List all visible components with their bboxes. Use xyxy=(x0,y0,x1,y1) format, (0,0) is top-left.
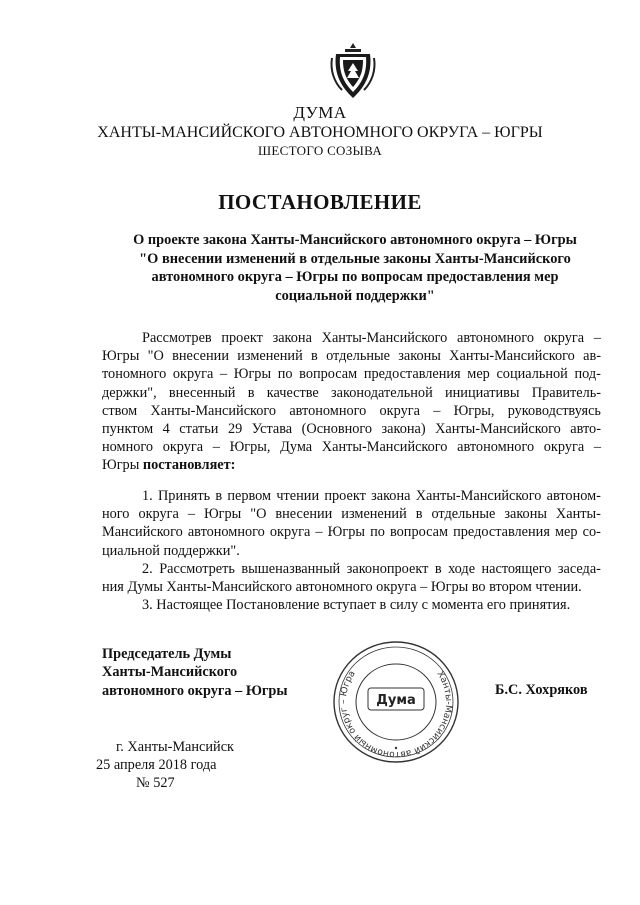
text-line xyxy=(102,438,601,456)
word: Дума xyxy=(280,439,313,456)
text-line xyxy=(102,384,601,402)
word: – xyxy=(433,402,441,419)
word: инициативы xyxy=(445,384,520,401)
text-line xyxy=(102,523,601,541)
word: руководствуясь xyxy=(507,402,601,419)
word: округа xyxy=(379,402,420,419)
word: в xyxy=(247,384,255,401)
text-line xyxy=(102,365,601,383)
text-fragment: ния Думы Ханты-Мансийского автономного округа – Югры во втором чтении. xyxy=(102,579,582,596)
text-line xyxy=(102,596,601,614)
text-line xyxy=(102,420,601,438)
word: Ханты-Мансийского xyxy=(150,402,277,419)
document-subject xyxy=(100,231,610,305)
seal-center-text: Дума xyxy=(376,693,416,708)
text-line xyxy=(102,542,601,560)
org-name: ДУМА xyxy=(293,103,347,122)
word: автономного xyxy=(457,330,534,346)
region-name: ХАНТЫ-МАНСИЙСКОГО АВТОНОМНОГО ОКРУГА – ЮГРЫ xyxy=(97,124,543,141)
word: 29 xyxy=(227,421,243,438)
word: Ханты-Мансийского xyxy=(435,421,561,438)
word: отдельные xyxy=(431,506,496,523)
word: Устава xyxy=(251,421,293,438)
word: ного xyxy=(102,506,130,523)
date: 25 апреля 2018 года xyxy=(96,757,217,773)
word: "О xyxy=(147,348,164,365)
word: округа xyxy=(543,439,585,456)
subject-line: "О внесении изменений в отдельные законы Ханты-Мансийского xyxy=(139,250,571,267)
word: округа xyxy=(269,524,311,541)
official-seal-stamp xyxy=(332,640,460,764)
signatory-title-line: Председатель Думы xyxy=(102,646,232,662)
word: внесении xyxy=(172,348,229,365)
word: чтении xyxy=(276,488,320,504)
word: округа xyxy=(138,506,179,523)
word: 2. xyxy=(142,561,153,577)
city: г. Ханты-Мансийск xyxy=(116,739,234,755)
word: настоящего xyxy=(481,561,552,577)
word: (Основного xyxy=(301,421,373,438)
text-line xyxy=(102,560,601,578)
word: округа xyxy=(543,330,585,346)
word: закона xyxy=(371,488,411,504)
word: под- xyxy=(574,366,601,383)
word: Югры xyxy=(233,366,272,383)
word: проект xyxy=(221,330,263,346)
word: номного xyxy=(102,439,154,456)
text-fragment: Югры xyxy=(102,457,140,474)
subject-line: социальной поддержки" xyxy=(275,287,435,304)
signatory-name: Б.С. Хохряков xyxy=(495,682,588,698)
word: автономного xyxy=(289,402,367,419)
word: 1. xyxy=(142,488,153,504)
word: в xyxy=(434,561,442,577)
text-line xyxy=(102,578,601,596)
word: отдельные xyxy=(326,348,390,365)
word: – xyxy=(187,506,195,523)
word: "О xyxy=(250,506,267,523)
subject-line: О проекте закона Ханты-Мансийского автономного округа – Югры xyxy=(133,232,577,248)
word: законодательной xyxy=(331,384,433,401)
word: тономного xyxy=(102,366,167,383)
word: в xyxy=(415,506,423,523)
word: законы xyxy=(398,348,441,365)
word: Ханты- xyxy=(555,506,601,523)
word: мер xyxy=(467,366,490,383)
word: в xyxy=(311,348,318,365)
convocation: ШЕСТОГО СОЗЫВА xyxy=(257,143,383,158)
text-fragment: циальной поддержки". xyxy=(102,542,240,559)
item-3-paragraph xyxy=(102,596,601,614)
word: Рассмотреть xyxy=(159,561,235,577)
word: Югры xyxy=(203,506,242,523)
word: – xyxy=(593,330,601,346)
text-line xyxy=(102,402,601,420)
word: предоставления xyxy=(363,366,461,383)
resolves-keyword: постановляет: xyxy=(142,457,236,474)
seal-ring-text: Ханты-Мансийский автономный округ – Югра xyxy=(338,669,454,760)
item-2-paragraph xyxy=(102,560,601,596)
word: Правитель- xyxy=(531,384,601,401)
word: – xyxy=(315,524,323,541)
text-line xyxy=(102,487,601,505)
word: автономного xyxy=(187,524,265,541)
word: ством xyxy=(102,402,138,419)
word: вопросам xyxy=(299,366,358,383)
item-1-paragraph xyxy=(102,487,601,560)
word: – xyxy=(212,439,220,456)
coat-of-arms-emblem xyxy=(328,40,378,102)
word: проект xyxy=(324,488,366,504)
word: вопросам xyxy=(390,524,449,541)
signatory-title-line: Ханты-Мансийского xyxy=(102,664,238,681)
word: Югры xyxy=(327,524,365,541)
word: авто- xyxy=(570,421,601,438)
word: закона) xyxy=(381,421,426,438)
text-line xyxy=(102,505,601,523)
word: держки", xyxy=(102,384,157,401)
word: Ханты-Мансийского xyxy=(449,348,575,365)
word: закона xyxy=(272,330,312,346)
word: по xyxy=(277,366,293,383)
signatory-title-line: автономного округа – Югры xyxy=(102,682,288,699)
word: внесенный xyxy=(168,384,236,401)
word: первом xyxy=(227,488,272,504)
word: предоставления xyxy=(453,524,550,541)
text-line xyxy=(102,456,601,474)
word: Мансийского xyxy=(102,524,183,541)
word: по xyxy=(370,524,385,541)
word: мер xyxy=(555,524,578,541)
word: Югры, xyxy=(453,402,495,419)
word: заседа- xyxy=(557,561,601,577)
word: Ханты-Мансийского xyxy=(321,439,448,456)
text-line xyxy=(102,329,601,347)
document-number: № 527 xyxy=(136,775,175,791)
word: – xyxy=(219,366,228,383)
word: законопроект xyxy=(346,561,429,577)
word: округа xyxy=(162,439,204,456)
document-type-title: ПОСТАНОВЛЕНИЕ xyxy=(218,190,422,214)
word: качестве xyxy=(266,384,319,401)
word: Ханты-Мансийского xyxy=(415,488,542,504)
word: ав- xyxy=(583,348,601,365)
word: в xyxy=(215,488,223,504)
word: Принять xyxy=(157,488,211,504)
word: автономного xyxy=(457,439,535,456)
word: вышеназванный xyxy=(241,561,341,577)
text-fragment: 3. Настоящее Постановление вступает в силу с момента его принятия. xyxy=(142,597,571,613)
word: пунктом xyxy=(102,421,154,438)
word: округа xyxy=(172,366,214,383)
place-date-number xyxy=(96,738,234,792)
word: автоном- xyxy=(546,488,601,504)
subject-line: автономного округа – Югры по вопросам предоставления мер xyxy=(151,269,559,285)
word: со- xyxy=(582,524,601,541)
word: изменений xyxy=(237,348,303,365)
preamble-paragraph xyxy=(102,329,601,475)
word: внесении xyxy=(275,506,333,523)
word: Югры xyxy=(102,348,140,365)
word: Югры, xyxy=(229,439,271,456)
word: Рассмотрев xyxy=(142,330,212,346)
word: 4 xyxy=(162,421,170,438)
word: – xyxy=(593,439,601,456)
signatory-title xyxy=(102,645,288,700)
word: Ханты-Мансийского xyxy=(321,330,448,346)
word: социальной xyxy=(496,366,568,383)
word: законы xyxy=(504,506,547,523)
word: статьи xyxy=(179,421,219,438)
text-line xyxy=(102,347,601,365)
word: ходе xyxy=(448,561,476,577)
word: изменений xyxy=(341,506,407,523)
